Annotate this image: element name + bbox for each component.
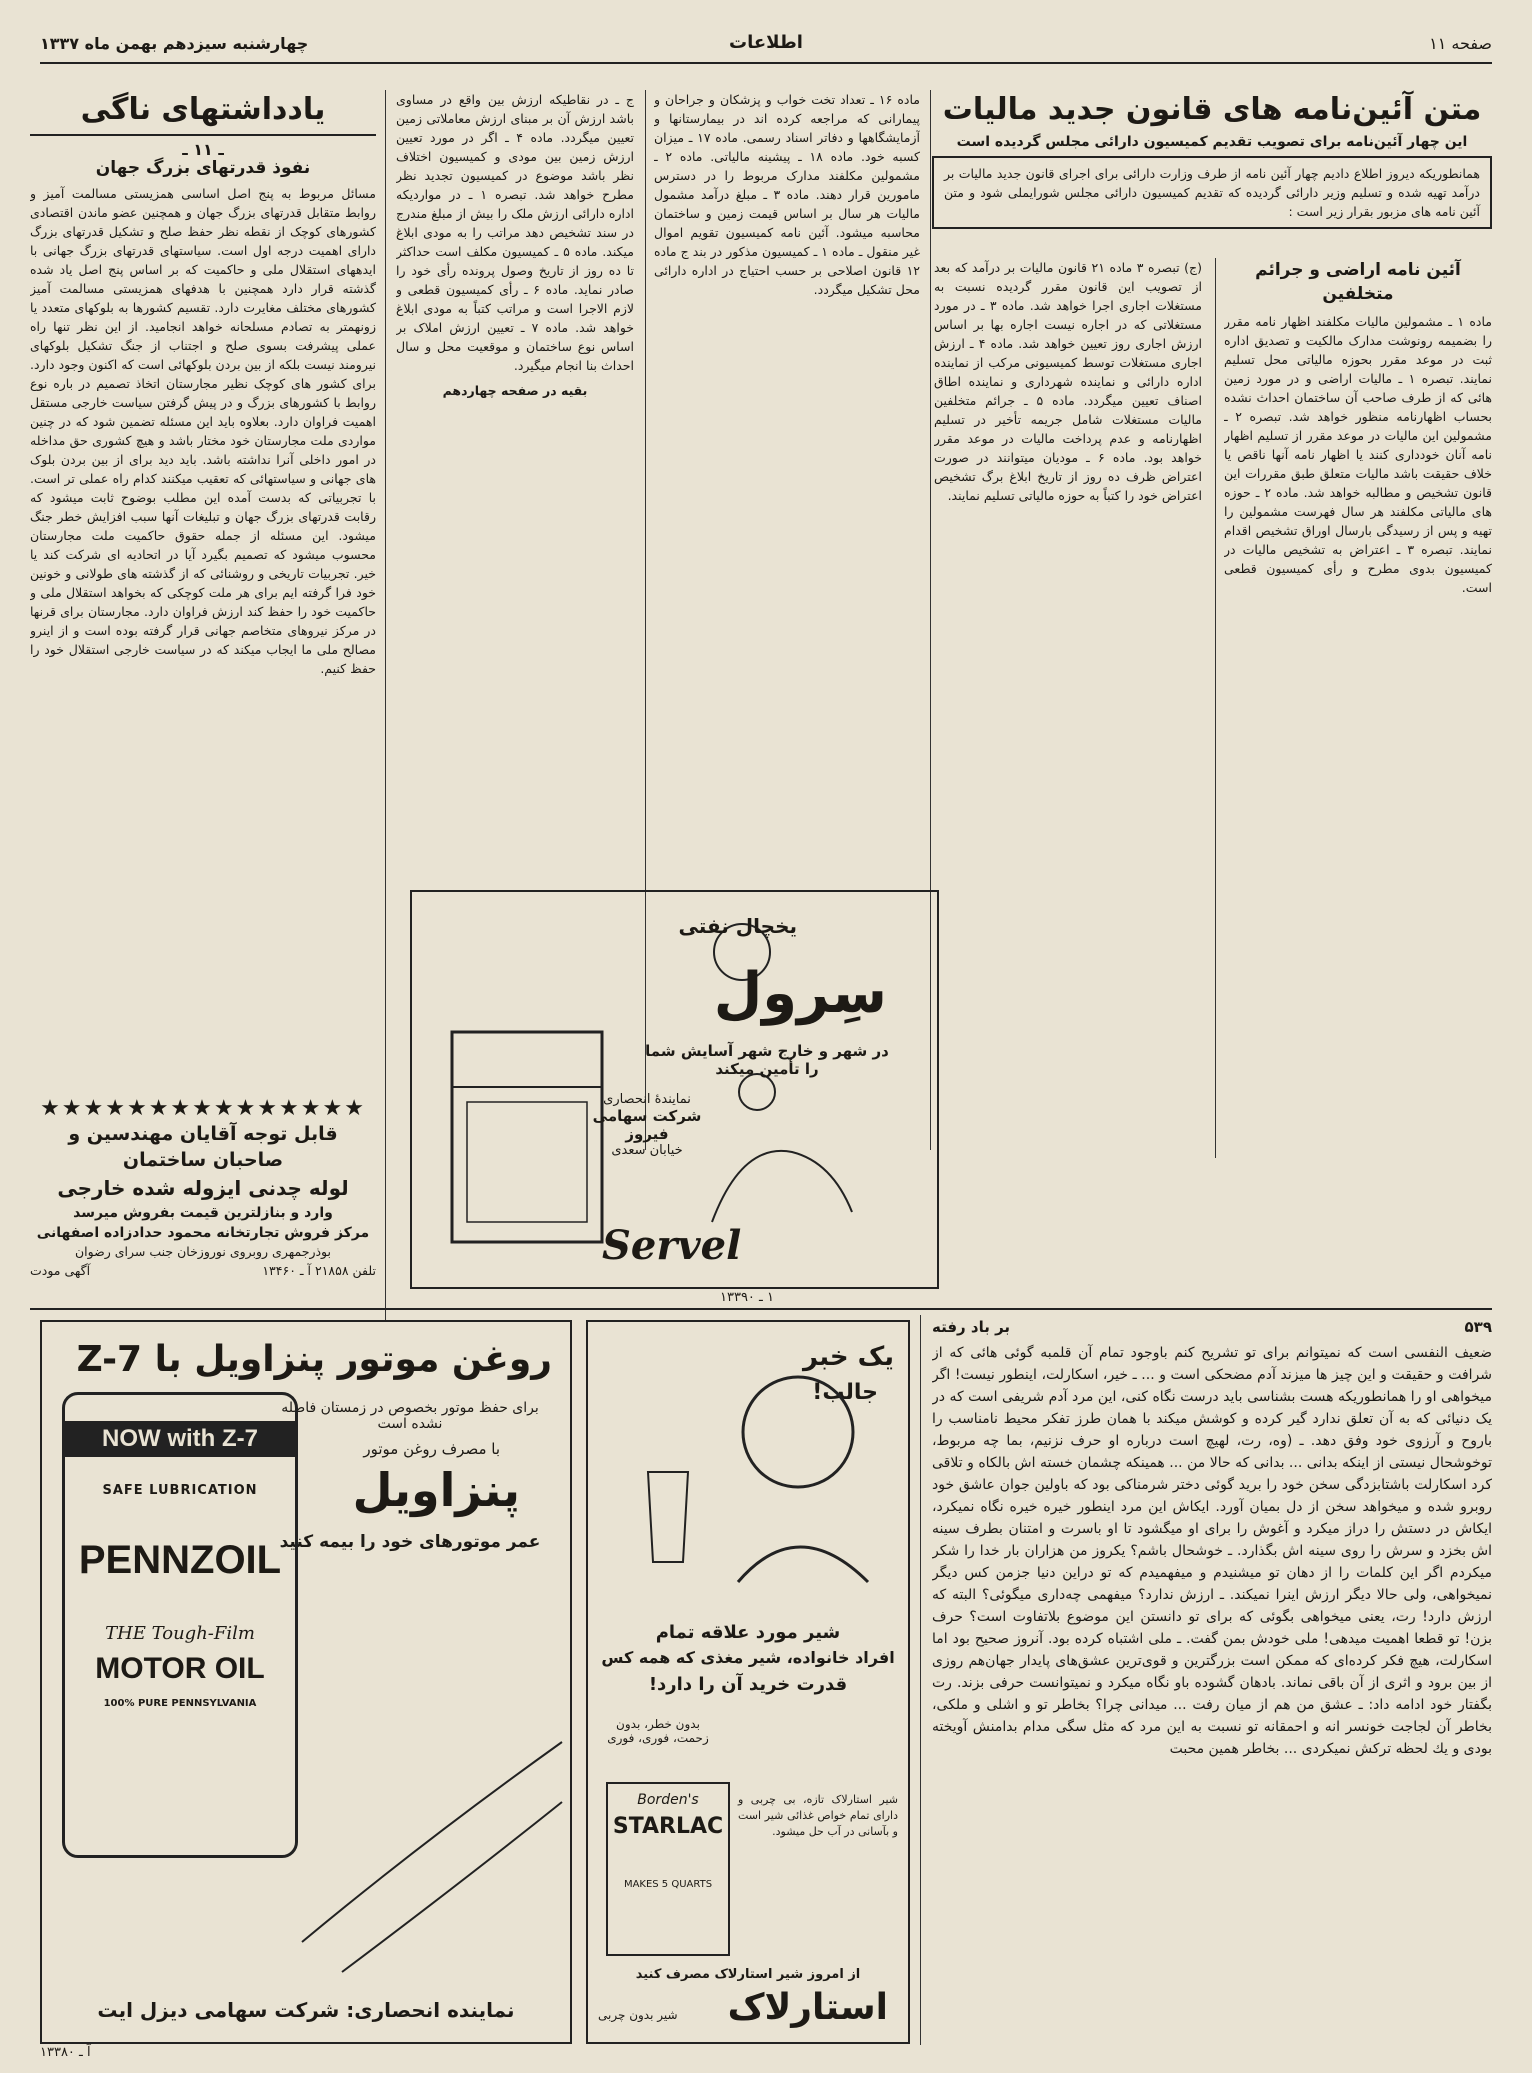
starlac-bubble2: جالب! <box>812 1380 878 1405</box>
serial-text: ضعیف النفسی است که نمیتوانم برای تو تشریح کنم باوجود تمام آن قلمبه گوئی هائی که از شرافت و حقیقت و این چیز ها میزند آدم مضحکی است و ... ـ خیر، اسکارلت، اینطور نیست! اگر میخواهی او را همانطوریکه هست بشناسی باید درست نگاه کنی، این مرد آدم شریفی است که در یک دنیائی که به آن تعلق ندارد گیر کرده و کوشش میکند با همان طرز تفکر محیط نامناسب را باروح و آرزوی خود وفق دهد. ـ (وه، رت، لهیچ است درباره او حرف نزنیم، بما چه مربوط، توخوشحال نیستی از اینکه بدانی ... بدانی که حالا من ... همینکه چشمان خسته اش بالکاه و تلاقی کرد اسکارلت باشتابزدگی سخن خود را برید گوئی دختر شرمناکی بود که باولین جوان عاشق خود روبرو شده و میخواهد سخن از دل بمیان آورد. ایکاش این مرد اینطور خیره خیره نگاه نمیکرد، ایکاش در دستش را دراز میکرد و آغوش را برای او میگشود تا او باسرت و امتنان بطرف سینه اش بخزد و سرش را روی سینه اش بگذارد. ـ خوشحال باشم؟ یکروز من هزاران بار خدا را شکر میکردم اگر این کلمات را از دهان تو میشنیدم و میفهمیدم که تو دراین دنیا جزمن کس دیگر نمیخواهی، ولی حالا دیگر ارزش اینرا نمیکند. ـ ارزش ندارد؟ میفهمی چه‌داری میگوئی؟ البته که ارزش دارد! رت، یعنی میخواهی بگوئی که برای تو دانستن این موضوع بلاتفاوت است؟ حرف بزن! تو قطعا اهمیت میدهی! ملی خودش بمن گفت. ـ ملی اشتباه کرده بود. آنروز صحیح بود اما اسکارلت، هیچ فکر کرده‌ای که ممکن است بزرگترین و قوی‌ترین عشق‌های پایدار جهان‌هم روزی از بین برود و اثری از آن باقی نماند. بادهان گشوده باو نگاه میکرد و نمیتوانست حرفی بزند. رت بگفتار خود ادامه داد: ـ عشق من هم از میان رفت ... میدانی چرا؟ بخاطر تو و اشلی و ملکی، بخاطر آن لجاجت خونسر انه و احمقانه تو نسبت به این مرد که مثل سگی مدام بدامنش آویخته بودی و یك لحظه ترکش نمیکردی ... بخاطر همین محبت <box>932 1345 1492 1757</box>
tax-column-2-text: (ج) تبصره ۳ ماده ۲۱ قانون مالیات بر درآمد که بعد از تصویب این قانون مقرر گردیده نسبت به مستغلات اجاری اجرا خواهد شد. ماده ۳ ـ در مورد مستغلاتی که در اجاره نیست اجاره بها بر اساس ارزش اجاری روز تعیین خواهد شد. ماده ۴ ـ ارزش اجاری مستغلات توسط کمیسیونی مرکب از نماینده اداره دارائی و نماینده شهرداری و نماینده اطاق اصناف تعیین میگردد. ماده ۵ ـ جرائم متخلفین مالیات مستغلات شامل جریمه تأخیر در تسلیم اظهارنامه و عدم پرداخت مالیات در موعد مقرر خواهد بود. ماده ۶ ـ مودیان میتوانند در صورت اعتراض ظرف ده روز از تاریخ ابلاغ برگ تشخیص اعتراض خود را کتباً به حوزه مالیاتی تسلیم نمایند. <box>934 260 1202 503</box>
servel-agent-street: خیابان سعدی <box>611 1143 683 1158</box>
starlac-headline2: افراد خانواده، شیر مغذی که همه کس <box>601 1648 895 1667</box>
servel-tagline: یخچال نفتی <box>678 914 797 938</box>
pennzoil-ad-code: آ ـ ۱۳۳۸۰ <box>40 2045 91 2060</box>
can-pure: 100% PURE PENNSYLVANIA <box>103 1698 257 1709</box>
serial-title: بر باد رفته <box>932 1318 1011 1336</box>
servel-brand-en: Servel <box>602 1222 742 1269</box>
pipes-ad <box>30 1096 376 1296</box>
section-divider <box>30 1308 1492 1310</box>
tax-column-4 <box>396 90 634 870</box>
tax-column-4-text: ج ـ در نقاطیکه ارزش بین واقع در مساوی باشد ارزش آن بر مبنای ارزش معاملاتی زمین تعیین میگردد. ماده ۴ ـ اگر در مورد تعیین ارزش زمین بین مودی و کمیسیون اختلاف نظر باشد موضوع در کمیسیون تجدید نظر مطرح خواهد شد. تبصره ۱ ـ در مواردیکه اداره دارائی ارزش ملک را بیش از مبلغ مندرج در سند تشخیص دهد مراتب را به مودی ابلاغ میکند. ماده ۵ ـ کمیسیون مکلف است حداکثر تا ده روز از تاریخ وصول پرونده رأی خود را صادر نماید. ماده ۶ ـ رأی کمیسیون قطعی و لازم الاجرا است و مراتب کتباً به مودی ابلاغ خواهد شد. ماده ۷ ـ تعیین ارزش املاک بر اساس نوع ساختمان و موقعیت محل و سال احداث بنا انجام میگیرد. <box>396 92 634 373</box>
memories-column <box>30 90 376 1090</box>
tax-article-intro: همانطوریکه دیروز اطلاع دادیم چهار آئین نامه از طرف وزارت دارائی برای اجرای قانون جدید مالیات بر درآمد تهیه شده و تسلیم وزیر دارائی گردیده که تقدیم کمیسیون دارائی مجلس شورایملی شود و متن آئین نامه های مزبور بقرار زیر است : <box>932 156 1492 229</box>
memories-number: ـ ۱۱ ـ <box>182 140 224 159</box>
starlac-box-brand: Borden's <box>637 1792 699 1808</box>
serial-header <box>932 1318 1492 1336</box>
pipes-ad-line1: قابل توجه آقایان مهندسین و <box>68 1123 338 1145</box>
starlac-bubble1: یک خبر <box>803 1342 894 1372</box>
starlac-footer3: شیر بدون چربی <box>598 2008 678 2022</box>
can-brand: PENNZOIL <box>78 1538 282 1582</box>
paper-name: اطلاعات <box>729 32 803 53</box>
page-header <box>40 28 1492 64</box>
can-motor-oil: MOTOR OIL <box>95 1652 265 1685</box>
servel-brand-fa: سِرول <box>713 961 887 1026</box>
pennzoil-ad <box>40 1320 572 2044</box>
pipes-ad-line3: لوله چدنی ایزوله شده خارجی <box>57 1176 349 1200</box>
pennzoil-headline: روغن موتور پنزاویل با Z-7 <box>76 1339 552 1380</box>
can-tough-film: THE Tough-Film <box>105 1623 255 1644</box>
servel-ad-code: ۱ ـ ۱۳۳۹۰ <box>720 1290 774 1305</box>
pipes-ad-tag: آگهی مودت <box>30 1263 91 1278</box>
serial-column <box>932 1342 1492 2042</box>
memories-headline: یادداشتهای ناگی <box>30 90 376 136</box>
starlac-box <box>606 1782 730 1956</box>
pipes-ad-phone: تلفن ۲۱۸۵۸ آ ـ ۱۳۴۶۰ <box>262 1263 376 1278</box>
tax-article-headline: متن آئین‌نامه های قانون جدید مالیات <box>942 92 1482 127</box>
servel-agent-label: نمایندۀ انحصاری <box>603 1092 691 1107</box>
column-divider <box>1215 258 1216 1158</box>
can-safe-label: SAFE LUBRICATION <box>102 1483 258 1498</box>
serial-number: ۵۳۹ <box>1464 1318 1492 1336</box>
tax-column-1 <box>1224 258 1492 1158</box>
pipes-ad-line4: وارد و بنازلترین قیمت بفروش میرسد <box>73 1205 333 1221</box>
page-number: صفحه ۱۱ <box>1429 34 1492 53</box>
servel-subtitle: در شهر و خارج شهر آسایش شما را تأمین میکند <box>645 1042 889 1078</box>
pennzoil-slogan2: با مصرف روغن موتور <box>363 1440 500 1458</box>
pennzoil-slogan1: برای حفظ موتور بخصوص در زمستان فاصله نشده است <box>281 1400 539 1432</box>
tax-section-title: آئین نامه اراضی و جرائم متخلفین <box>1255 260 1461 304</box>
memories-subheadline: نفوذ قدرتهای بزرگ جهان <box>95 158 311 178</box>
pipes-ad-line5: مرکز فروش تجارتخانه محمود حدادزاده اصفهانی <box>36 1225 370 1241</box>
tax-article-subheadline: این چهار آئین‌نامه برای تصویب تقدیم کمیسیون دارائی مجلس گردیده است <box>956 134 1468 150</box>
memories-text: مسائل مربوط به پنج اصل اساسی همزیستی مسالمت آمیز و روابط متقابل قدرتهای بزرگ جهان و همچنین عضو ماندن اقتصادی کشورهای کوچک از نقطه نظر حفظ صلح و تشکیل قدرتهای بزرگ دارای اهمیت درجه اول است. سیاستهای قدرتهای بزرگ جهانی با ایدههای استقلال ملی و حاکمیت که بر اساس پنج اصل یاد شده گذشته قرار دارد همچنین با هدفهای همزیستی مسالمت آمیز کشورهای مختلف مغایرت دارد. تقسیم کشورها به بلوکهای متعدد یا زونهمتر به تصادم مسلحانه خواهد انجامید. از این نظر تنها راه عملی پیشرفت بسوی صلح و اجتناب از جنگ تشکیل بلوکهای نیرومند نیست بلکه از بین بردن بلوکهائی است که اکنون وجود دارد. برای کشور های کوچک نظیر مجارستان اتخاذ تصمیم در باره نوع روابط با کشورهای بزرگ و در پیش گرفتن سیاست خارجی مستقل اهمیت فراوان دارد. بعلاوه باید این مسئله تضمین شود که در چنین مواردی ملت مجارستان خود مختار باشد و هیچ کشوری حق مداخله در امور داخلی آنرا نداشته باشد. باید دید برای از بین بردن بلوک های جهانی و سیاستهائی که تعقیب میکنند کدام راه عملی تر است. با تجربیاتی که بدست آمده این مطلب بوضوح ثابت میشود که رقابت قدرتهای بزرگ جهان و تبلیغات آنها سبب افزایش خطر جنگ میشود. این مسئله از جمله حقوق حاکمیت ملت مجارستان محسوب میشود که تصمیم بگیرد آیا در اتحادیه ای شرکت کند یا خیر. تجربیات تاریخی و روشنائی که از گذشته های طولانی و خونین خود فرا گرفته ایم برای هر ملت کوچکی که بخواهد استقلال ملی و حاکمیت خود را حفظ کند ارزش فراوان دارد. مجارستان برای قرنها در مرکز نیروهای متخاصم جهانی قرار گرفته بوده است و از اینرو مصالح ملی ما ایجاب میکند که در سیاست خارجی استقلال خود را حفظ کنیم. <box>30 186 376 676</box>
servel-ad <box>410 890 939 1289</box>
column-divider <box>920 1315 921 2045</box>
column-divider <box>385 90 386 1320</box>
starlac-footer2: استارلاک <box>727 1987 888 2028</box>
pennzoil-can <box>62 1392 298 1858</box>
starlac-box-name: STARLAC <box>612 1814 724 1839</box>
starlac-side-note: بدون خطر، بدون زحمت، فوری، فوری <box>607 1717 709 1745</box>
issue-date: چهارشنبه سیزدهم بهمن ماه ۱۳۳۷ <box>40 34 309 53</box>
stars-divider: ★★★★★★★★★★★★★★★ <box>40 1096 366 1121</box>
starlac-ad <box>586 1320 910 2044</box>
pennzoil-brand-fa: پنزاویل <box>352 1463 520 1517</box>
servel-agent-name: شرکت سهامی فیروز <box>592 1107 702 1143</box>
pipes-ad-line6: بوذرجمهری روبروی نوروزخان جنب سرای رضوان <box>75 1244 331 1259</box>
tax-column-2 <box>934 258 1202 1158</box>
tax-column-1-text: ماده ۱ ـ مشمولین مالیات مکلفند اظهار نامه مقرر را بضمیمه رونوشت مدارک مالکیت و تصدیق اداره ثبت در موعد مقرر بحوزه مالیاتی محل تسلیم نمایند. تبصره ۱ ـ مالیات اراضی و در مورد زمین هائی که از طرف صاحب آن ساختمان احداث نشده بحساب اظهارنامه منظور خواهد شد. تبصره ۲ ـ مشمولین این مالیات در موعد مقرر از تسلیم اظهار نامه آنان خودداری کنند یا اظهار نامه آنها ناقص یا خلاف حقیقت باشد مالیات متعلق طبق مقررات این قانون تشخیص و مطالبه خواهد شد. ماده ۲ ـ حوزه های مالیاتی مکلفند هر سال فهرست مشمولین را تهیه و پس از رسیدگی بارسال اوراق تشخیص اقدام نمایند. تبصره ۳ ـ اعتراض به تشخیص مالیات در کمیسیون بدوی مطرح و رأی کمیسیون قطعی است. <box>1224 314 1492 595</box>
starlac-box-note: MAKES 5 QUARTS <box>623 1879 713 1890</box>
starlac-headline1: شیر مورد علاقه تمام <box>655 1622 841 1643</box>
starlac-footer1: از امروز شیر استارلاک مصرف کنید <box>635 1967 861 1982</box>
can-now-label: NOW with Z-7 <box>65 1421 295 1457</box>
starlac-desc: شیر استارلاک تازه، بی چربی و دارای تمام خواص غذائی شیر است و بآسانی در آب حل میشود. <box>738 1793 898 1838</box>
pennzoil-agent: نماینده انحصاری: شرکت سهامی دیزل ایت <box>97 1998 515 2022</box>
continued-note: بقیه در صفحه چهاردهم <box>442 383 588 398</box>
tax-column-3-text: ماده ۱۶ ـ تعداد تخت خواب و پزشکان و جراحان و پیمارانی که مراجعه کرده اند در بیمارستانها و آزمایشگاهها و دفاتر اسناد رسمی. ماده ۱۷ ـ میزان کسبه خود. ماده ۱۸ ـ پیشینه مالیاتی. ماده ۲ ـ مشمولین مکلفند مدارک مربوط را در دسترس مامورین قرار دهند. ماده ۳ ـ مبلغ درآمد مشمول مالیات هر سال بر اساس قیمت زمین و ساختمان محاسبه میشود. آئین نامه کمیسیون تقویم اموال غیر منقول ـ ماده ۱ ـ کمیسیون مذکور در بند ج ماده ۱۲ قانون اصلاحی بر حسب احتیاج در اداره دارائی محل تشکیل میگردد. <box>654 92 920 297</box>
tax-article-header <box>932 90 1492 250</box>
starlac-headline3: قدرت خرید آن را دارد! <box>648 1674 848 1695</box>
pennzoil-slogan3: عمر موتورهای خود را بیمه کنید <box>279 1532 541 1552</box>
child-illustration <box>588 1322 908 1622</box>
pipes-ad-line2: صاحبان ساختمان <box>122 1149 284 1171</box>
